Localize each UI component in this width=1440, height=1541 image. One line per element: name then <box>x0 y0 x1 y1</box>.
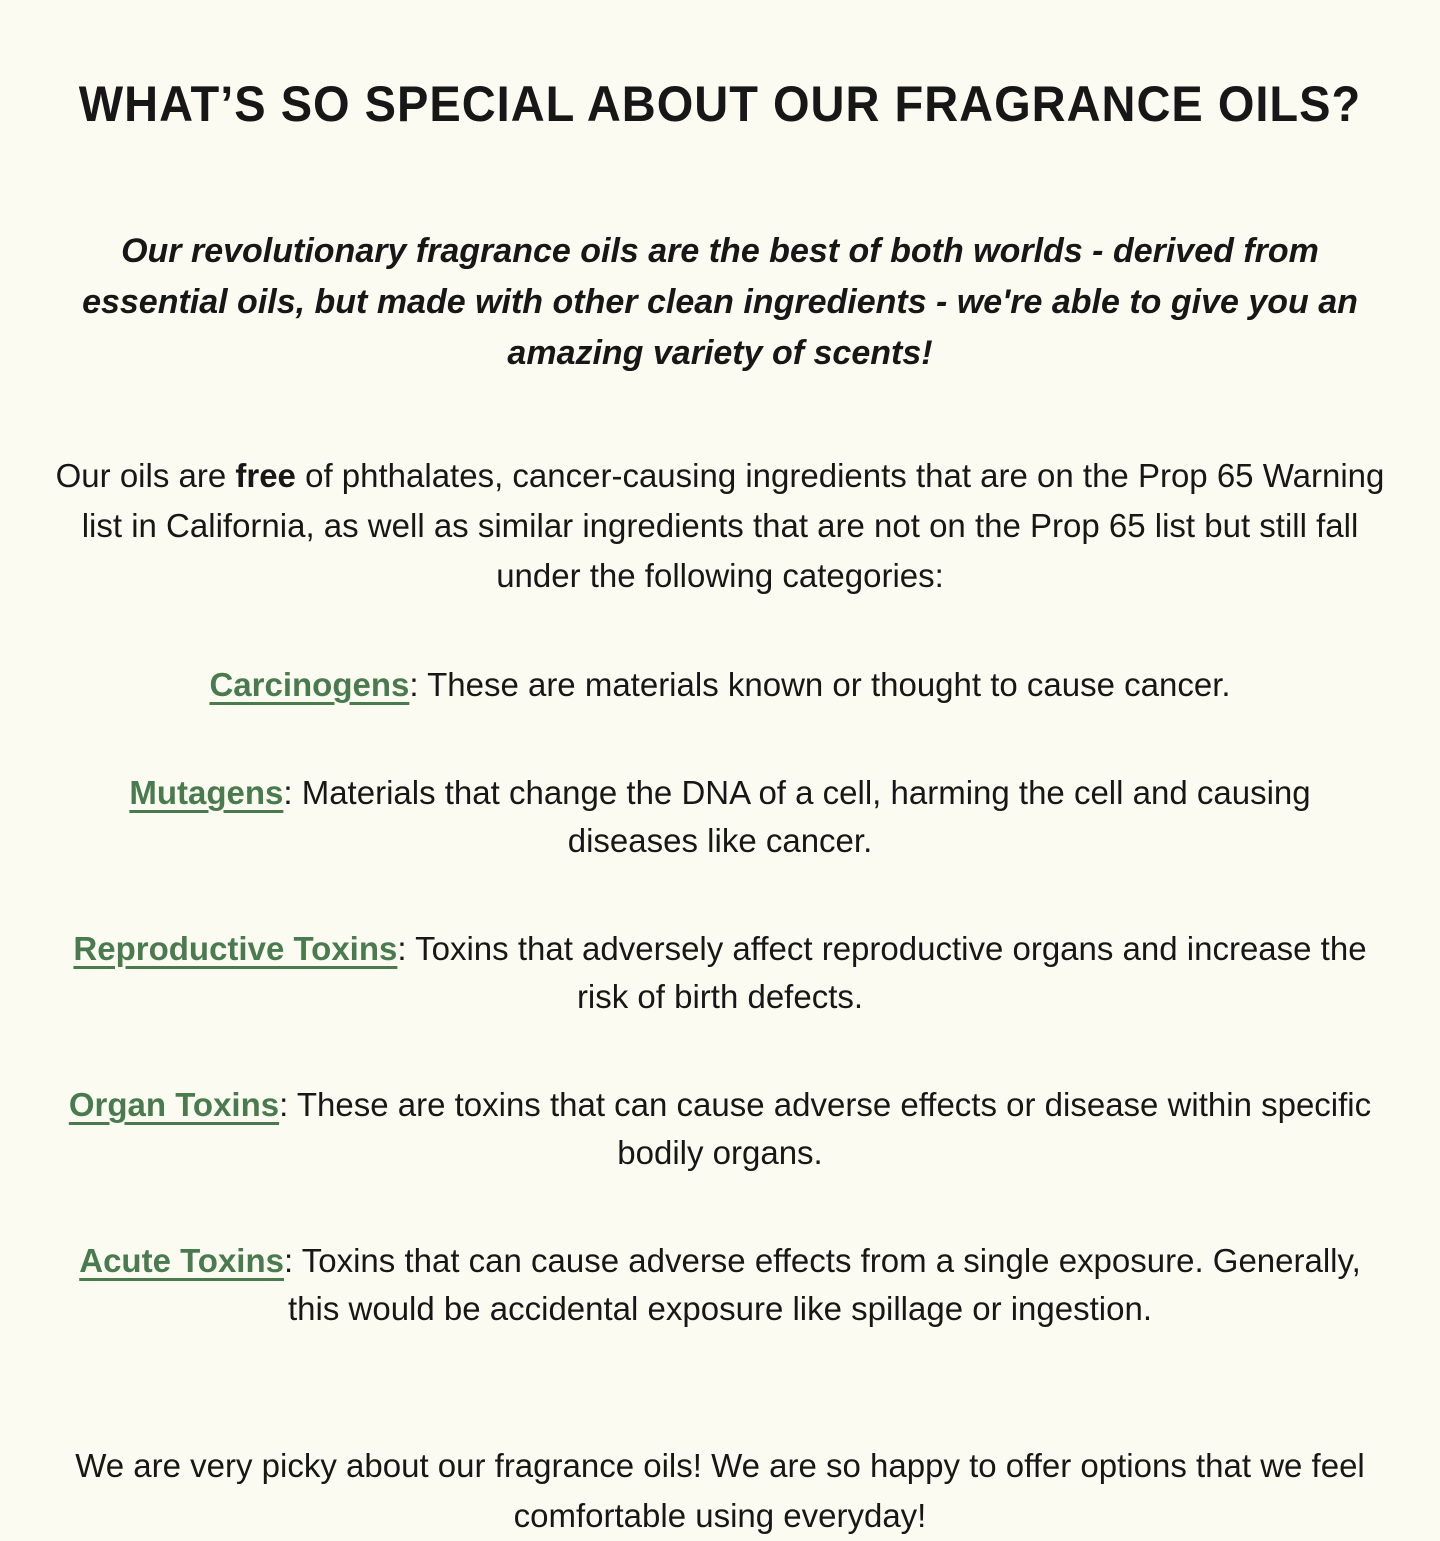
category-definition: : Materials that change the DNA of a cell, harming the cell and causing diseases like cancer. <box>283 773 1311 859</box>
body-text-suffix: of phthalates, cancer-causing ingredients that are on the Prop 65 Warning list in California, as well as similar ingredients that are not on the Prop 65 list but still fall under the following categories: <box>81 456 1385 594</box>
category-definition: : These are toxins that can cause adverse effects or disease within specific bodily organs. <box>279 1085 1372 1171</box>
page-title: WHAT’S SO SPECIAL ABOUT OUR FRAGRANCE OILS? <box>78 75 1362 132</box>
category-mutagens <box>60 769 1380 865</box>
category-definition: : These are materials known or thought to cause cancer. <box>409 665 1231 703</box>
category-term: Organ Toxins <box>68 1085 280 1123</box>
category-term: Acute Toxins <box>79 1241 284 1279</box>
category-definition: : Toxins that can cause adverse effects from a single exposure. Generally, this would be accidental exposure like spillage or ingestion. <box>284 1241 1361 1327</box>
category-reproductive-toxins <box>60 925 1380 1021</box>
category-term: Carcinogens <box>209 665 410 703</box>
intro-paragraph: Our revolutionary fragrance oils are the best of both worlds - derived from essential oils, but made with other clean ingredients - we're able to give you an amazing variety of scents! <box>82 231 1358 372</box>
body-bold-word: free <box>235 456 296 494</box>
body-text-prefix: Our oils are <box>55 456 236 494</box>
category-definition: : Toxins that adversely affect reproductive organs and increase the risk of birth defects. <box>397 929 1367 1015</box>
category-organ-toxins <box>60 1081 1380 1177</box>
category-term: Reproductive Toxins <box>73 929 398 967</box>
category-carcinogens <box>60 661 1380 709</box>
body-paragraph <box>55 451 1385 601</box>
category-term: Mutagens <box>129 773 284 811</box>
closing-paragraph: We are very picky about our fragrance oils! We are so happy to offer options that we feel comfortable using everyday! <box>75 1446 1365 1534</box>
category-acute-toxins <box>60 1237 1380 1333</box>
